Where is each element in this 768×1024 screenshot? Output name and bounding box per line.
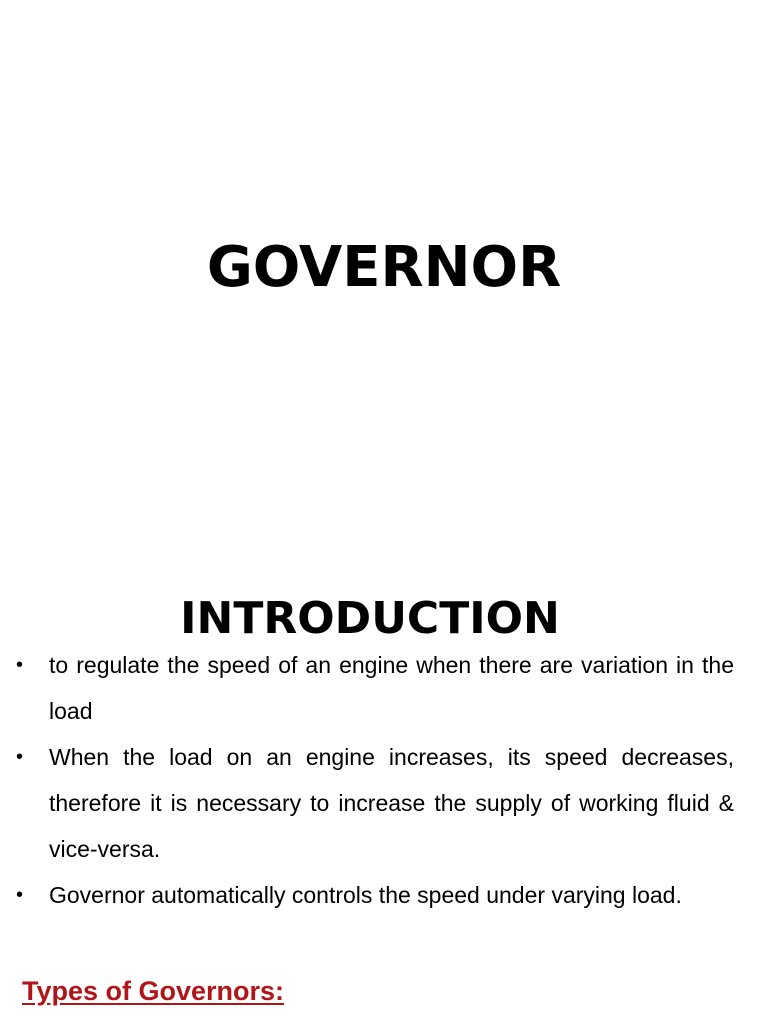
slide-title: GOVERNOR (206, 235, 562, 300)
bullet-text: Governor automatically controls the speed under varying load. (49, 882, 682, 908)
section-heading: INTRODUCTION (180, 593, 560, 644)
bullet-list (16, 642, 734, 918)
bullet-icon: • (16, 746, 24, 768)
types-subheading: Types of Governors: (22, 976, 285, 1006)
bullet-item (16, 642, 734, 734)
bullet-icon: • (16, 884, 24, 906)
bullet-text: to regulate the speed of an engine when there are variation in the load (49, 652, 734, 724)
bullet-text: When the load on an engine increases, its speed decreases, therefore it is necessary to increase the supply of working fluid & vice-versa. (49, 744, 734, 862)
bullet-item (16, 872, 734, 918)
bullet-icon: • (16, 654, 24, 676)
bullet-item (16, 734, 734, 872)
